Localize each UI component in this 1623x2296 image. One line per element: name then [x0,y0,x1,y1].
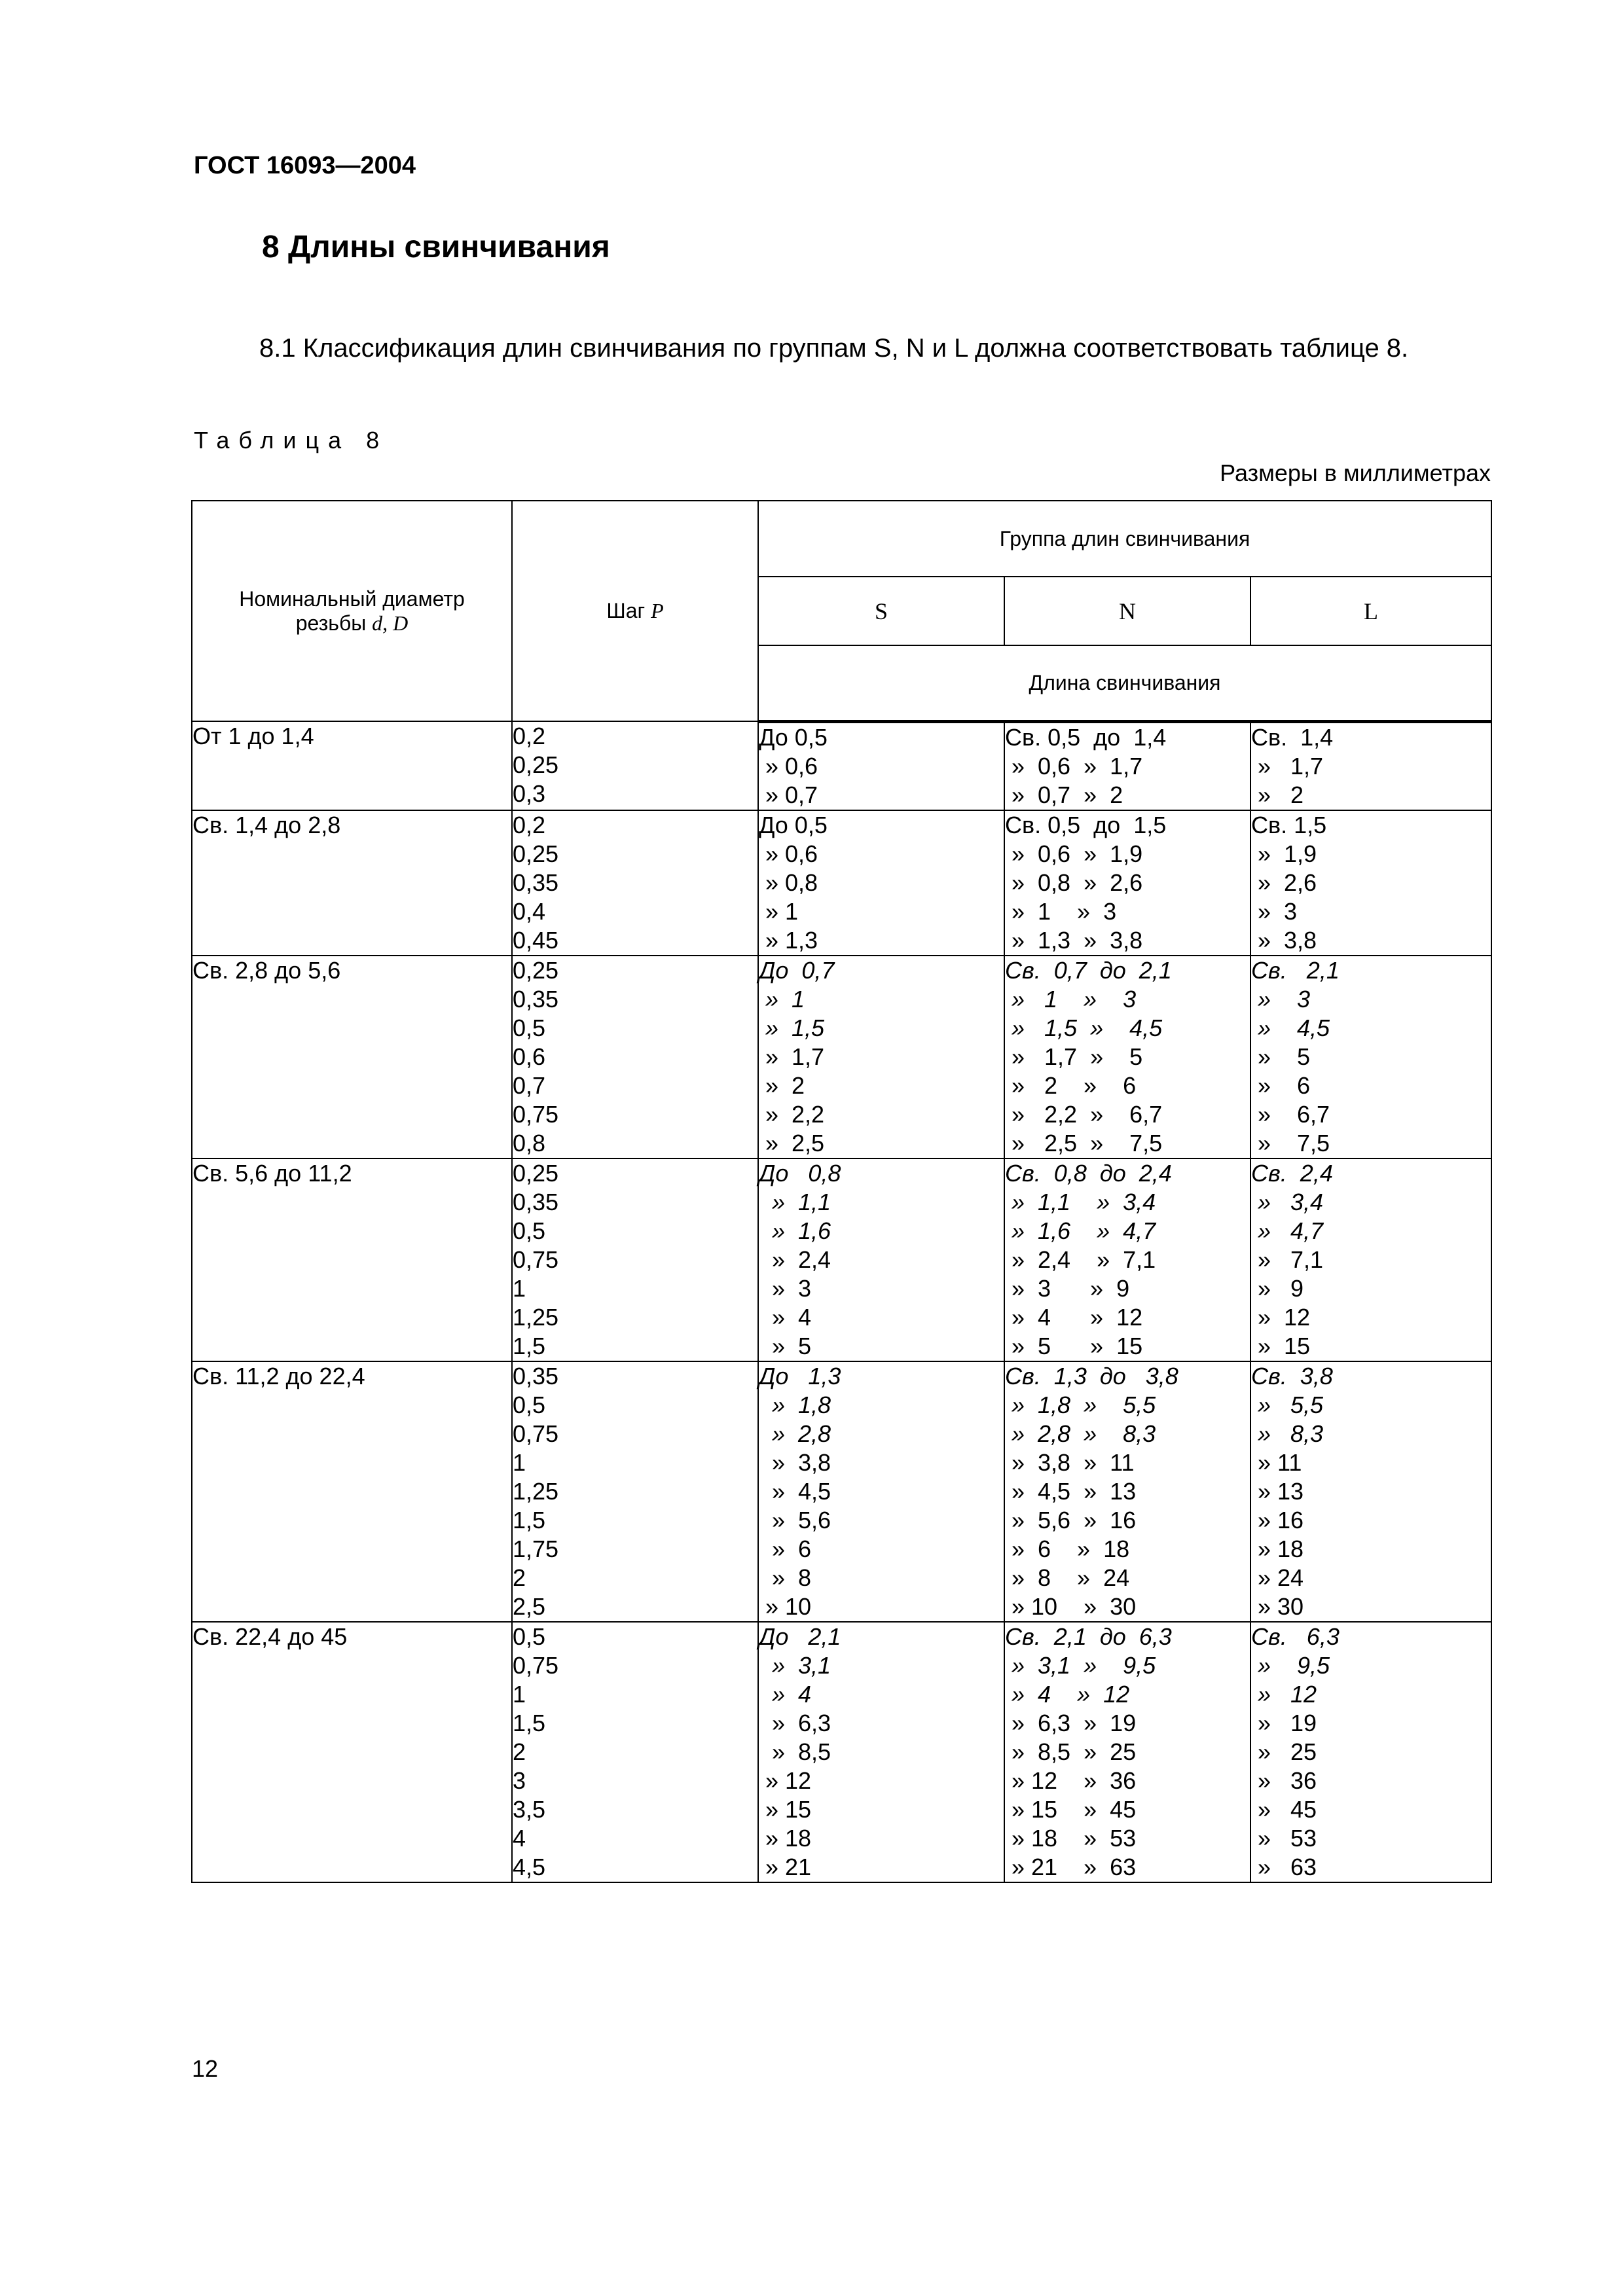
cell-line: Св. 3,8 [1251,1362,1333,1390]
cell-line: » 8,3 [1251,1420,1324,1447]
cell-line: » 3,8 [759,1448,831,1476]
cell-line: » 5 » 15 [1005,1332,1143,1359]
cell-line: » 8,5 [759,1738,831,1765]
cell-line: » 2,5 [759,1129,825,1157]
cell-group-l [1250,956,1491,1158]
cell-line: » 21 » 63 [1005,1853,1137,1880]
cell-line: » 24 [1251,1564,1304,1591]
cell-line: Св. 6,3 [1251,1623,1340,1650]
cell-line: Св. 5,6 до 11,2 [192,1159,352,1187]
cell-line: » 15 [1251,1332,1311,1359]
cell-line: » 6 [1251,1071,1311,1099]
cell-group-s [758,1361,1004,1622]
cell-line: » 1,5 [759,1014,825,1041]
cell-line: 0,5 [513,1217,546,1244]
cell-line: » 0,6 » 1,9 [1005,840,1143,867]
cell-group-l [1250,1622,1491,1882]
cell-line: 1 [513,1680,526,1708]
units-note: Размеры в миллиметрах [1220,459,1491,486]
cell-line: » 4,7 [1251,1217,1324,1244]
cell-line: » 4 » 12 [1005,1680,1130,1708]
header-diameter [192,501,512,721]
cell-line: » 3 [1251,897,1298,925]
cell-line: » 0,6 » 1,7 [1005,752,1143,780]
cell-line: » 1,7 [1251,752,1324,780]
cell-line: » 21 [759,1853,812,1880]
cell-line: » 0,7 [759,781,818,808]
cell-line: 0,25 [513,1159,559,1187]
table-row [192,810,1491,956]
cell-group-n [1004,721,1250,810]
cell-line: 4 [513,1824,526,1852]
cell-line: » 5,6 [759,1506,831,1534]
cell-line: Св. 1,4 [1251,723,1334,751]
section-title: 8 Длины свинчивания [262,230,610,264]
header-diameter-word: резьбы [295,611,367,635]
cell-line: » 1,1 » 3,4 [1005,1188,1156,1215]
cell-line: 1,75 [513,1535,559,1562]
cell-line: » 1,6 » 4,7 [1005,1217,1156,1244]
cell-line: » 2 [1251,781,1304,808]
cell-line: » 9 [1251,1274,1304,1302]
cell-line: » 3,8 » 11 [1005,1448,1135,1476]
cell-line: 0,75 [513,1651,559,1679]
cell-line: » 6,7 [1251,1100,1330,1128]
header-group-s: S [758,577,1004,645]
cell-diameter [192,1622,512,1882]
cell-line: » 0,6 [759,840,818,867]
cell-diameter [192,1158,512,1361]
thread-length-table [191,500,1492,1883]
table-body [192,721,1491,1882]
cell-line: 1,5 [513,1506,546,1534]
header-group-n: N [1004,577,1250,645]
page-number: 12 [192,2055,219,2082]
cell-group-s [758,1158,1004,1361]
header-diameter-symbol: d, D [372,611,409,635]
cell-line: » 2,4 [759,1246,831,1273]
cell-line: » 6 » 18 [1005,1535,1130,1562]
cell-line: » 5,5 [1251,1391,1324,1418]
cell-diameter [192,810,512,956]
cell-line: 1,25 [513,1477,559,1505]
cell-line: 0,75 [513,1246,559,1273]
cell-line: » 9,5 [1251,1651,1330,1679]
header-group-l: L [1250,577,1491,645]
cell-line: 1,5 [513,1332,546,1359]
cell-line: 0,6 [513,1043,546,1070]
header-diameter-line2 [192,611,511,636]
cell-line: Св. 11,2 до 22,4 [192,1362,365,1390]
cell-group-l [1250,810,1491,956]
cell-diameter [192,956,512,1158]
cell-line: » 2,4 » 7,1 [1005,1246,1156,1273]
cell-line: » 10 » 30 [1005,1592,1137,1620]
cell-pitch [512,1361,758,1622]
cell-line: » 2 [759,1071,805,1099]
cell-line: » 1 [759,897,799,925]
cell-line: Св. 0,8 до 2,4 [1005,1159,1172,1187]
cell-line: 0,75 [513,1420,559,1447]
cell-line: » 16 [1251,1506,1304,1534]
cell-line: » 15 » 45 [1005,1795,1137,1823]
cell-line: 0,2 [513,811,546,838]
cell-line: До 0,5 [759,811,828,838]
cell-diameter [192,721,512,810]
cell-group-s [758,956,1004,1158]
table-row [192,956,1491,1158]
cell-line: Св. 0,5 до 1,5 [1005,811,1167,838]
cell-line: » 1,8 [759,1391,831,1418]
cell-line: Св. 2,4 [1251,1159,1333,1187]
header-pitch [512,501,758,721]
cell-line: 0,3 [513,780,546,807]
cell-line: 0,35 [513,869,559,896]
cell-line: 1,25 [513,1303,559,1331]
cell-line: 0,7 [513,1071,546,1099]
cell-line: 0,35 [513,985,559,1013]
cell-line: » 2,8 [759,1420,831,1447]
cell-line: » 4,5 » 13 [1005,1477,1137,1505]
cell-line: » 45 [1251,1795,1317,1823]
cell-line: 0,75 [513,1100,559,1128]
cell-line: 0,5 [513,1623,546,1650]
cell-line: До 0,8 [759,1159,841,1187]
cell-group-n [1004,1158,1250,1361]
cell-line: » 36 [1251,1767,1317,1794]
document-code: ГОСТ 16093—2004 [194,152,416,179]
cell-line: » 2,8 » 8,3 [1005,1420,1156,1447]
cell-line: » 1,8 » 5,5 [1005,1391,1156,1418]
cell-line: » 2,6 [1251,869,1317,896]
cell-line: Св. 2,1 [1251,956,1340,984]
header-diameter-line1: Номинальный диаметр [239,586,465,611]
cell-line: 0,5 [513,1391,546,1418]
cell-line: » 3,4 [1251,1188,1324,1215]
cell-line: » 0,7 » 2 [1005,781,1123,808]
cell-line: » 3 [1251,985,1311,1013]
cell-line: » 10 [759,1592,812,1620]
cell-group-s [758,1622,1004,1882]
cell-pitch [512,810,758,956]
cell-group-n [1004,1361,1250,1622]
cell-group-n [1004,810,1250,956]
cell-line: Св. 22,4 до 45 [192,1623,348,1650]
cell-line: До 0,5 [759,723,828,751]
cell-line: » 4 » 12 [1005,1303,1143,1331]
cell-line: Св. 0,7 до 2,1 [1005,956,1172,984]
cell-line: » 6,3 » 19 [1005,1709,1137,1736]
header-pitch-symbol: P [651,599,664,622]
cell-line: » 18 [759,1824,812,1852]
cell-line: » 1 » 3 [1005,985,1137,1013]
cell-line: Св. 1,4 до 2,8 [192,811,341,838]
cell-line: » 1,7 [759,1043,825,1070]
cell-line: 0,45 [513,926,559,954]
cell-line: Св. 1,5 [1251,811,1327,838]
paragraph-8-1: 8.1 Классификация длин свинчивания по группам S, N и L должна соответствовать таблице 8. [259,334,1409,363]
cell-line: 1 [513,1274,526,1302]
header-pitch-word: Шаг [606,599,646,622]
cell-line: Св. 2,8 до 5,6 [192,956,341,984]
cell-line: » 12 [759,1767,812,1794]
cell-line: » 1,1 [759,1188,831,1215]
cell-line: » 18 » 53 [1005,1824,1137,1852]
cell-line: » 12 » 36 [1005,1767,1137,1794]
cell-line: » 4,5 [759,1477,831,1505]
cell-line: 3,5 [513,1795,546,1823]
cell-line: » 11 [1251,1448,1302,1476]
cell-line: 0,2 [513,723,546,749]
cell-line: » 5,6 » 16 [1005,1506,1137,1534]
cell-line: » 7,1 [1251,1246,1324,1273]
cell-line: » 8,5 » 25 [1005,1738,1137,1765]
cell-line: 0,25 [513,956,559,984]
cell-line: » 12 [1251,1680,1317,1708]
cell-group-l [1250,1361,1491,1622]
cell-line: » 6,3 [759,1709,831,1736]
cell-line: » 7,5 [1251,1129,1330,1157]
cell-line: 2,5 [513,1592,546,1620]
cell-diameter [192,1361,512,1622]
cell-line: » 3 » 9 [1005,1274,1130,1302]
cell-line: » 6 [759,1535,812,1562]
cell-line: » 12 [1251,1303,1311,1331]
cell-line: От 1 до 1,4 [192,723,314,749]
cell-line: » 0,6 [759,752,818,780]
cell-line: » 19 [1251,1709,1317,1736]
cell-line: 0,25 [513,840,559,867]
cell-line: » 1,9 [1251,840,1317,867]
cell-line: » 3,1 [759,1651,831,1679]
table-row [192,1361,1491,1622]
cell-pitch [512,956,758,1158]
cell-line: » 4 [759,1680,812,1708]
cell-line: » 8 [759,1564,812,1591]
cell-pitch [512,721,758,810]
cell-line: 0,5 [513,1014,546,1041]
cell-group-l [1250,1158,1491,1361]
cell-line: » 1,3 » 3,8 [1005,926,1143,954]
cell-line: » 15 [759,1795,812,1823]
cell-group-n [1004,956,1250,1158]
cell-line: До 0,7 [759,956,835,984]
cell-group-s [758,721,1004,810]
cell-line: Св. 2,1 до 6,3 [1005,1623,1172,1650]
cell-line: » 18 [1251,1535,1304,1562]
cell-line: » 63 [1251,1853,1317,1880]
cell-line: Св. 1,3 до 3,8 [1005,1362,1178,1390]
cell-line: » 2 » 6 [1005,1071,1137,1099]
table-row [192,721,1491,810]
header-length: Длина свинчивания [758,645,1491,721]
cell-group-n [1004,1622,1250,1882]
cell-line: 1 [513,1448,526,1476]
cell-line: 4,5 [513,1853,546,1880]
cell-line: 2 [513,1738,526,1765]
cell-line: » 2,5 » 7,5 [1005,1129,1163,1157]
cell-line: » 1 » 3 [1005,897,1117,925]
cell-line: » 3,8 [1251,926,1317,954]
cell-line: » 4 [759,1303,812,1331]
cell-line: » 1 [759,985,805,1013]
cell-line: Св. 0,5 до 1,4 [1005,723,1167,751]
table-row [192,1158,1491,1361]
cell-line: » 1,6 [759,1217,831,1244]
cell-pitch [512,1158,758,1361]
cell-line: До 2,1 [759,1623,841,1650]
cell-line: 0,8 [513,1129,546,1157]
cell-group-l [1250,721,1491,810]
cell-line: » 0,8 » 2,6 [1005,869,1143,896]
cell-line: » 3 [759,1274,812,1302]
table-label: Таблица 8 [194,427,389,454]
cell-line: 1,5 [513,1709,546,1736]
cell-line: » 1,5 » 4,5 [1005,1014,1163,1041]
cell-pitch [512,1622,758,1882]
cell-line: 0,35 [513,1188,559,1215]
cell-line: » 4,5 [1251,1014,1330,1041]
cell-line: » 5 [1251,1043,1311,1070]
cell-line: » 0,8 [759,869,818,896]
cell-line: » 25 [1251,1738,1317,1765]
cell-group-s [758,810,1004,956]
cell-line: 0,35 [513,1362,559,1390]
cell-line: » 1,7 » 5 [1005,1043,1143,1070]
cell-line: » 1,3 [759,926,818,954]
cell-line: 0,4 [513,897,546,925]
cell-line: 0,25 [513,751,559,778]
cell-line: 2 [513,1564,526,1591]
cell-line: 3 [513,1767,526,1794]
cell-line: » 2,2 [759,1100,825,1128]
header-group: Группа длин свинчивания [758,501,1491,577]
cell-line: » 53 [1251,1824,1317,1852]
cell-line: » 30 [1251,1592,1304,1620]
cell-line: » 2,2 » 6,7 [1005,1100,1163,1128]
cell-line: » 8 » 24 [1005,1564,1130,1591]
cell-line: » 5 [759,1332,812,1359]
table-row [192,1622,1491,1882]
cell-line: » 13 [1251,1477,1304,1505]
cell-line: » 3,1 » 9,5 [1005,1651,1156,1679]
cell-line: До 1,3 [759,1362,841,1390]
